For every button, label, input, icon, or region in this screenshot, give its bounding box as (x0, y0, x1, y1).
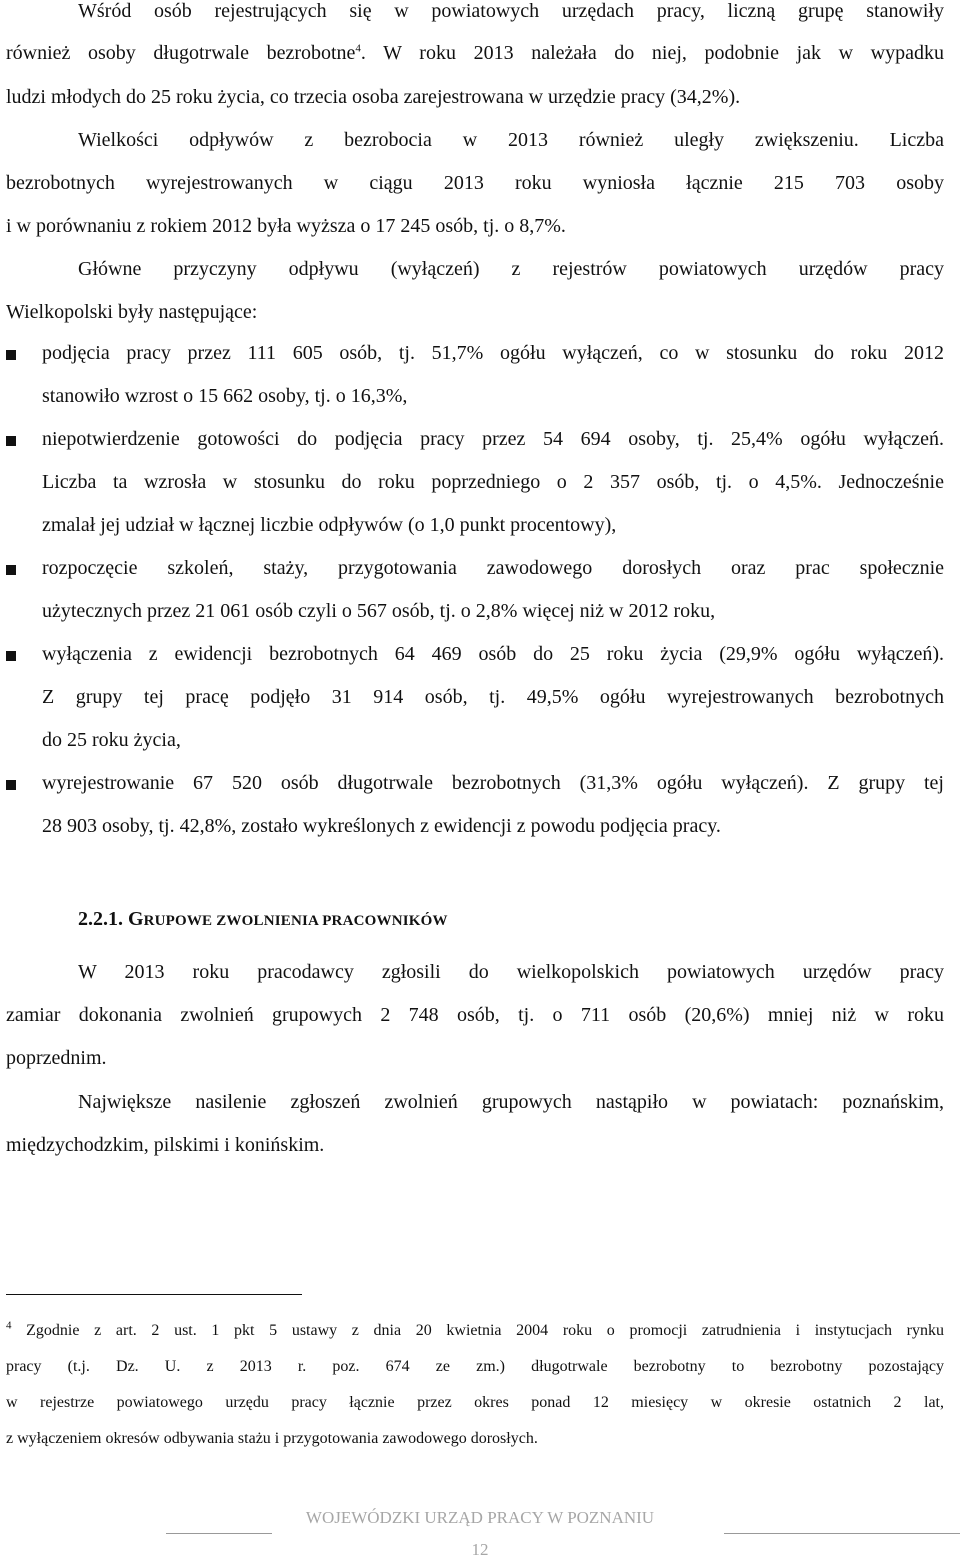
bullet-4-line-1: wyłączenia z ewidencji bezrobotnych 64 469 osób do 25 roku życia (29,9% ogółu wyłączeń). (42, 643, 944, 665)
bullet-3-line-1: rozpoczęcie szkoleń, staży, przygotowania zawodowego dorosłych oraz prac społecznie (42, 557, 944, 579)
footnote-line-2: pracy (t.j. Dz. U. z 2013 r. poz. 674 ze zm.) długotrwale bezrobotny to bezrobotny pozostający (6, 1358, 944, 1375)
paragraph-4-line-3: poprzednim. (6, 1047, 107, 1069)
footnote-line-1: $^4$ Zgodnie z art. 2 ust. 1 pkt 5 ustawy z dnia 20 kwietnia 2004 roku o promocji zatrudnienia i instytucjach rynku (6, 1319, 945, 1339)
bullet-1-line-2: stanowiło wzrost o 15 662 osoby, tj. o 16,3%, (42, 385, 408, 407)
bullet-5-line-2: 28 903 osoby, tj. 42,8%, zostało wykreślonych z ewidencji z powodu podjęcia pracy. (42, 815, 721, 837)
paragraph-1-line-3: ludzi młodych do 25 roku życia, co trzecia osoba zarejestrowana w urzędzie pracy (34,2%). (6, 86, 741, 108)
footnote-marker: 4 (6, 1319, 12, 1332)
paragraph-3-line-1: Główne przyczyny odpływu (wyłączeń) z rejestrów powiatowych urzędów pracy (78, 258, 944, 280)
bullet-4-line-3: do 25 roku życia, (42, 729, 181, 751)
bullet-2-line-3: zmalał jej udział w łącznej liczbie odpływów (o 1,0 punkt procentowy), (42, 514, 617, 536)
bullet-square-icon (6, 565, 16, 575)
paragraph-2-line-3: i w porównaniu z rokiem 2012 była wyższa o 17 245 osób, tj. o 8,7%. (6, 215, 566, 237)
section-heading: 2.2.1. GRUPOWE ZWOLNIENIA PRACOWNIKÓW (78, 908, 448, 930)
paragraph-5-line-2: międzychodzkim, pilskimi i konińskim. (6, 1134, 325, 1156)
footer-rule-left (166, 1533, 272, 1534)
paragraph-1-line-2: również osoby długotrwale bezrobotne$^4$. W roku 2013 należała do niej, podobnie jak w wypadku (6, 42, 944, 64)
bullet-square-icon (6, 651, 16, 661)
bullet-square-icon (6, 780, 16, 790)
bullet-1-line-1: podjęcia pracy przez 111 605 osób, tj. 51,7% ogółu wyłączeń, co w stosunku do roku 2012 (42, 342, 944, 364)
paragraph-4-line-2: zamiar dokonania zwolnień grupowych 2 748 osób, tj. o 711 osób (20,6%) mniej niż w roku (6, 1004, 944, 1026)
page-number: 12 (471, 1540, 489, 1559)
footer-institution: WOJEWÓDZKI URZĄD PRACY W POZNANIU (305, 1508, 655, 1527)
bullet-square-icon (6, 436, 16, 446)
paragraph-4-line-1: W 2013 roku pracodawcy zgłosili do wielkopolskich powiatowych urzędów pracy (78, 961, 944, 983)
paragraph-3-line-2: Wielkopolski były następujące: (6, 301, 258, 323)
footnote-separator (6, 1294, 302, 1295)
bullet-5-line-1: wyrejestrowanie 67 520 osób długotrwale bezrobotnych (31,3% ogółu wyłączeń). Z grupy tej (42, 772, 944, 794)
footnote-reference: 4 (355, 42, 361, 55)
footer-rule-right (724, 1533, 960, 1534)
bullet-3-line-2: użytecznych przez 21 061 osób czyli o 567 osób, tj. o 2,8% więcej niż w 2012 roku, (42, 600, 716, 622)
footnote-line-3: w rejestrze powiatowego urzędu pracy łącznie przez okres ponad 12 miesięcy w okresie ostatnich 2 lat, (6, 1394, 944, 1411)
paragraph-2-line-2: bezrobotnych wyrejestrowanych w ciągu 2013 roku wyniosła łącznie 215 703 osoby (6, 172, 944, 194)
bullet-4-line-2: Z grupy tej pracę podjęło 31 914 osób, tj. 49,5% ogółu wyrejestrowanych bezrobotnych (42, 686, 944, 708)
paragraph-2-line-1: Wielkości odpływów z bezrobocia w 2013 również uległy zwiększeniu. Liczba (78, 129, 944, 151)
footnote-line-4: z wyłączeniem okresów odbywania stażu i przygotowania zawodowego dorosłych. (6, 1430, 538, 1447)
bullet-2-line-2: Liczba ta wzrosła w stosunku do roku poprzedniego o 2 357 osób, tj. o 4,5%. Jednocześnie (42, 471, 944, 493)
bullet-square-icon (6, 350, 16, 360)
bullet-2-line-1: niepotwierdzenie gotowości do podjęcia pracy przez 54 694 osoby, tj. 25,4% ogółu wyłączeń. (42, 428, 944, 450)
paragraph-5-line-1: Największe nasilenie zgłoszeń zwolnień grupowych nastąpiło w powiatach: poznańskim, (78, 1091, 944, 1113)
paragraph-1-line-1: Wśród osób rejestrujących się w powiatowych urzędach pracy, liczną grupę stanowiły (78, 0, 944, 22)
